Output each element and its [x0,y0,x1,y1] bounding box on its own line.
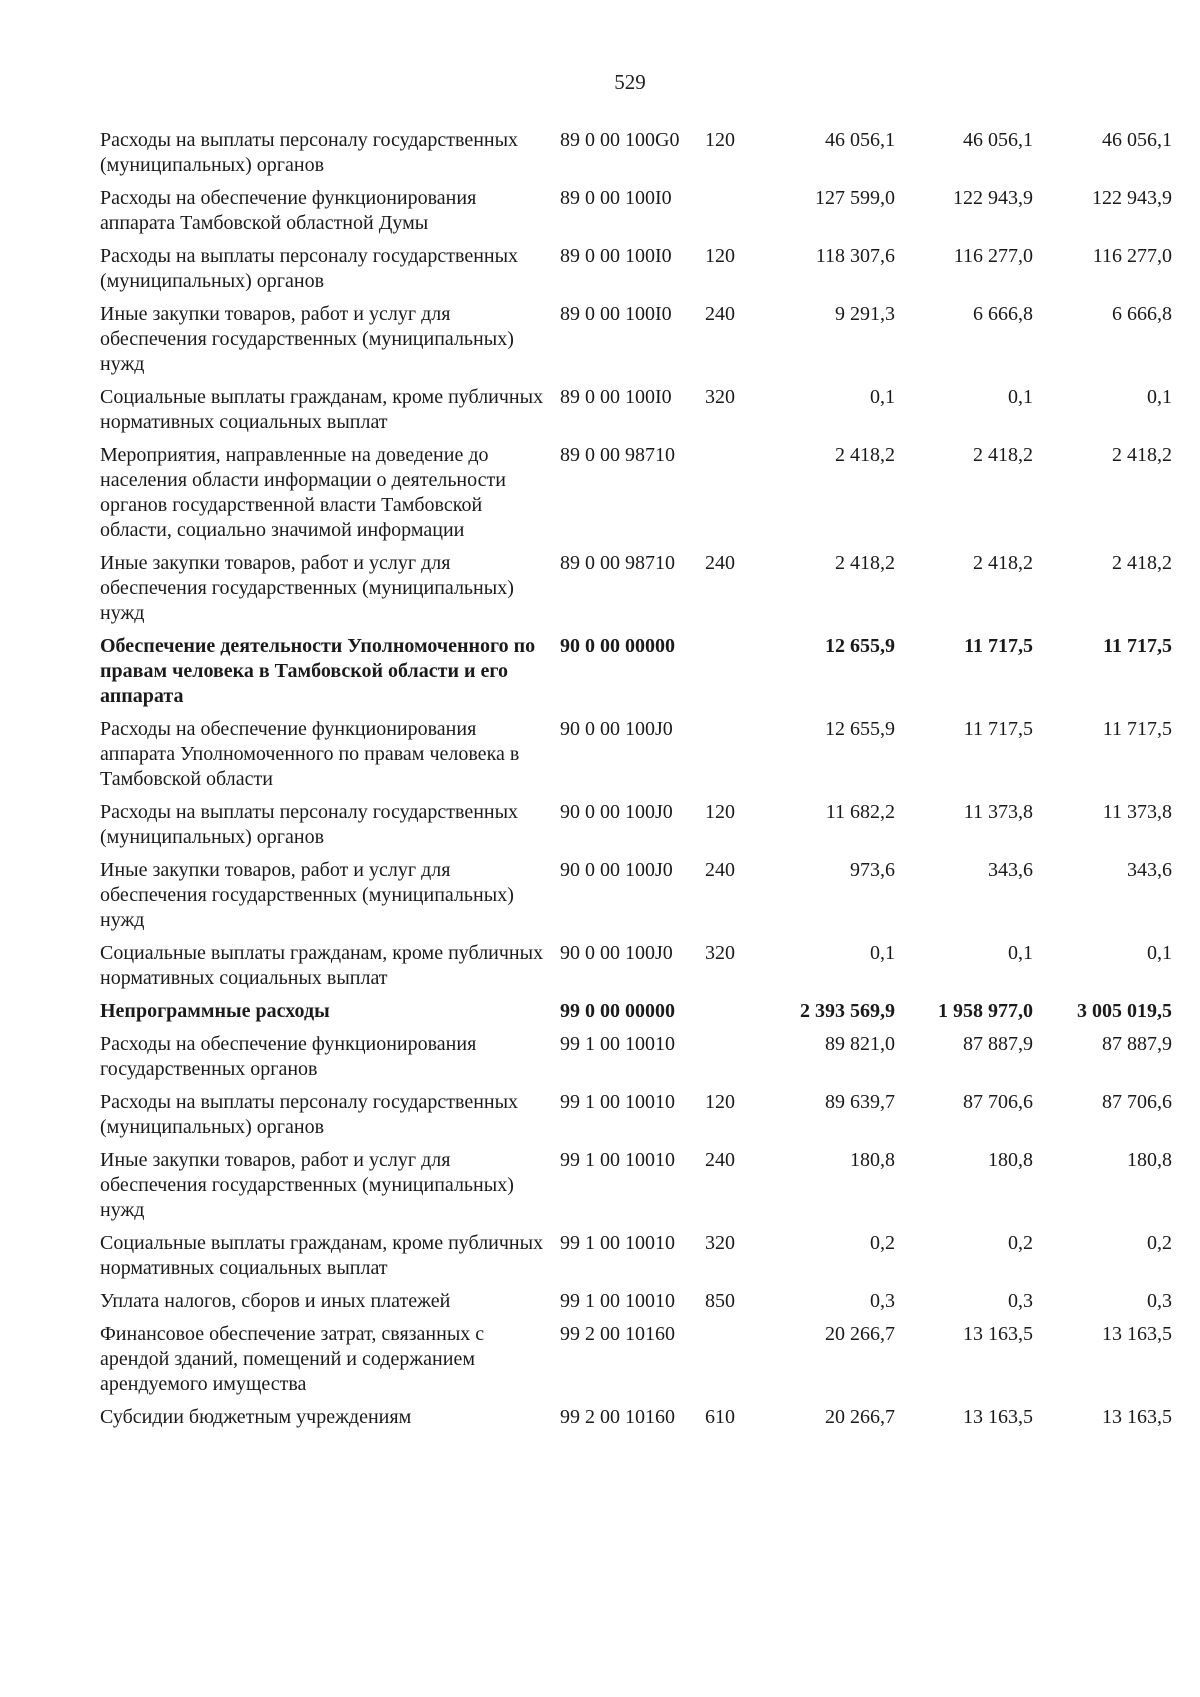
row-amount-2: 116 277,0 [953,245,1033,267]
row-amount-2: 2 418,2 [973,444,1033,466]
table-row [100,941,1172,991]
row-code: 99 1 00 10010 [560,1149,675,1171]
row-code: 99 0 00 00000 [560,1000,675,1022]
row-name: Иные закупки товаров, работ и услуг для обеспечения государственных (муниципальных) нужд [100,303,514,375]
row-amount-3: 0,3 [1147,1290,1172,1312]
row-name: Иные закупки товаров, работ и услуг для обеспечения государственных (муниципальных) нужд [100,859,514,931]
row-amount-2: 0,1 [1008,942,1033,964]
row-expense-type: 320 [705,942,735,964]
table-row [100,800,1172,850]
row-expense-type: 120 [705,1091,735,1113]
row-amount-3: 11 373,8 [1102,801,1172,823]
row-expense-type: 240 [705,552,735,574]
row-expense-type: 320 [705,386,735,408]
row-amount-1: 20 266,7 [825,1323,895,1345]
row-expense-type: 850 [705,1290,735,1312]
table-row [100,1289,1172,1314]
row-amount-2: 2 418,2 [973,552,1033,574]
table-row [100,634,1172,709]
row-amount-2: 0,3 [1008,1290,1033,1312]
row-amount-2: 6 666,8 [973,303,1033,325]
row-code: 99 2 00 10160 [560,1323,675,1345]
table-row [100,717,1172,792]
row-amount-2: 180,8 [988,1149,1033,1171]
row-expense-type: 320 [705,1232,735,1254]
row-code: 89 0 00 100I0 [560,386,672,408]
row-amount-2: 46 056,1 [963,129,1033,151]
row-amount-2: 87 887,9 [963,1033,1033,1055]
row-name: Расходы на обеспечение функционирования аппарата Уполномоченного по правам человека в Тамбовской области [100,718,520,790]
row-amount-2: 87 706,6 [963,1091,1033,1113]
row-code: 90 0 00 00000 [560,635,675,657]
row-amount-1: 0,1 [870,386,895,408]
row-amount-3: 0,1 [1147,942,1172,964]
row-name: Социальные выплаты гражданам, кроме публичных нормативных социальных выплат [100,942,544,989]
table-row [100,1032,1172,1082]
row-name: Расходы на выплаты персоналу государственных (муниципальных) органов [100,801,519,848]
row-code: 89 0 00 98710 [560,444,675,466]
row-expense-type: 120 [705,129,735,151]
row-code: 90 0 00 100J0 [560,718,673,740]
row-amount-2: 0,2 [1008,1232,1033,1254]
row-amount-2: 1 958 977,0 [938,1000,1033,1022]
row-expense-type: 240 [705,859,735,881]
table-row [100,1322,1172,1397]
row-amount-1: 0,3 [870,1290,895,1312]
row-code: 99 1 00 10010 [560,1232,675,1254]
row-amount-3: 0,2 [1147,1232,1172,1254]
table-row [100,1231,1172,1281]
row-amount-1: 127 599,0 [815,187,895,209]
row-name: Расходы на обеспечение функционирования государственных органов [100,1033,477,1080]
row-amount-3: 116 277,0 [1092,245,1172,267]
row-name: Мероприятия, направленные на доведение до населения области информации о деятельности органов государственной власти Тамбовской области, социально значимой информации [100,444,506,541]
row-name: Социальные выплаты гражданам, кроме публичных нормативных социальных выплат [100,1232,544,1279]
row-amount-2: 11 373,8 [963,801,1033,823]
row-code: 89 0 00 100I0 [560,303,672,325]
row-expense-type: 240 [705,303,735,325]
row-amount-1: 2 393 569,9 [800,1000,895,1022]
row-name: Расходы на выплаты персоналу государственных (муниципальных) органов [100,129,519,176]
row-amount-3: 180,8 [1127,1149,1172,1171]
row-name: Непрограммные расходы [100,1000,330,1022]
row-code: 89 0 00 98710 [560,552,675,574]
row-amount-3: 6 666,8 [1112,303,1172,325]
row-expense-type: 240 [705,1149,735,1171]
row-code: 89 0 00 100G0 [560,129,680,151]
row-amount-1: 973,6 [850,859,895,881]
row-name: Уплата налогов, сборов и иных платежей [100,1290,451,1312]
row-code: 90 0 00 100J0 [560,859,673,881]
row-expense-type: 120 [705,245,735,267]
row-amount-1: 12 655,9 [825,635,895,657]
row-amount-2: 122 943,9 [953,187,1033,209]
budget-table [100,128,1172,1438]
table-row [100,244,1172,294]
row-name: Обеспечение деятельности Уполномоченного по правам человека в Тамбовской области и его аппарата [100,635,536,707]
row-code: 99 1 00 10010 [560,1091,675,1113]
page-number: 529 [614,70,646,94]
table-row [100,128,1172,178]
table-row [100,302,1172,377]
row-name: Субсидии бюджетным учреждениям [100,1406,412,1428]
table-row [100,858,1172,933]
row-name: Расходы на обеспечение функционирования аппарата Тамбовской областной Думы [100,187,477,234]
row-amount-1: 0,2 [870,1232,895,1254]
row-amount-3: 3 005 019,5 [1077,1000,1172,1022]
row-amount-2: 343,6 [988,859,1033,881]
row-name: Финансовое обеспечение затрат, связанных с арендой зданий, помещений и содержанием арендуемого имущества [100,1323,485,1395]
row-amount-1: 89 639,7 [825,1091,895,1113]
table-row [100,999,1172,1024]
row-amount-3: 13 163,5 [1102,1406,1172,1428]
row-amount-3: 0,1 [1147,386,1172,408]
row-amount-3: 2 418,2 [1112,444,1172,466]
row-amount-2: 11 717,5 [963,718,1033,740]
row-amount-3: 343,6 [1127,859,1172,881]
row-amount-1: 118 307,6 [815,245,895,267]
row-amount-1: 2 418,2 [835,444,895,466]
row-amount-3: 11 717,5 [1103,635,1172,657]
row-code: 99 1 00 10010 [560,1290,675,1312]
table-row [100,186,1172,236]
row-name: Расходы на выплаты персоналу государственных (муниципальных) органов [100,245,519,292]
row-code: 89 0 00 100I0 [560,187,672,209]
row-code: 90 0 00 100J0 [560,942,673,964]
row-amount-3: 87 706,6 [1102,1091,1172,1113]
row-name: Иные закупки товаров, работ и услуг для обеспечения государственных (муниципальных) нужд [100,1149,514,1221]
table-row [100,443,1172,543]
row-amount-1: 89 821,0 [825,1033,895,1055]
row-amount-1: 9 291,3 [835,303,895,325]
row-amount-1: 46 056,1 [825,129,895,151]
row-code: 99 2 00 10160 [560,1406,675,1428]
row-name: Расходы на выплаты персоналу государственных (муниципальных) органов [100,1091,519,1138]
row-name: Иные закупки товаров, работ и услуг для обеспечения государственных (муниципальных) нужд [100,552,514,624]
row-amount-1: 11 682,2 [825,801,895,823]
row-amount-1: 12 655,9 [825,718,895,740]
row-amount-2: 0,1 [1008,386,1033,408]
row-code: 99 1 00 10010 [560,1033,675,1055]
row-amount-1: 20 266,7 [825,1406,895,1428]
row-amount-3: 2 418,2 [1112,552,1172,574]
row-amount-3: 13 163,5 [1102,1323,1172,1345]
row-amount-3: 11 717,5 [1102,718,1172,740]
row-amount-1: 180,8 [850,1149,895,1171]
row-amount-3: 87 887,9 [1102,1033,1172,1055]
row-expense-type: 120 [705,801,735,823]
table-row [100,385,1172,435]
row-code: 89 0 00 100I0 [560,245,672,267]
row-amount-1: 0,1 [870,942,895,964]
table-row [100,1405,1172,1430]
table-row [100,1148,1172,1223]
row-amount-2: 11 717,5 [964,635,1033,657]
row-name: Социальные выплаты гражданам, кроме публичных нормативных социальных выплат [100,386,544,433]
row-amount-3: 122 943,9 [1092,187,1172,209]
row-amount-2: 13 163,5 [963,1406,1033,1428]
row-expense-type: 610 [705,1406,735,1428]
row-amount-3: 46 056,1 [1102,129,1172,151]
table-row [100,1090,1172,1140]
row-amount-2: 13 163,5 [963,1323,1033,1345]
row-code: 90 0 00 100J0 [560,801,673,823]
table-row [100,551,1172,626]
row-amount-1: 2 418,2 [835,552,895,574]
